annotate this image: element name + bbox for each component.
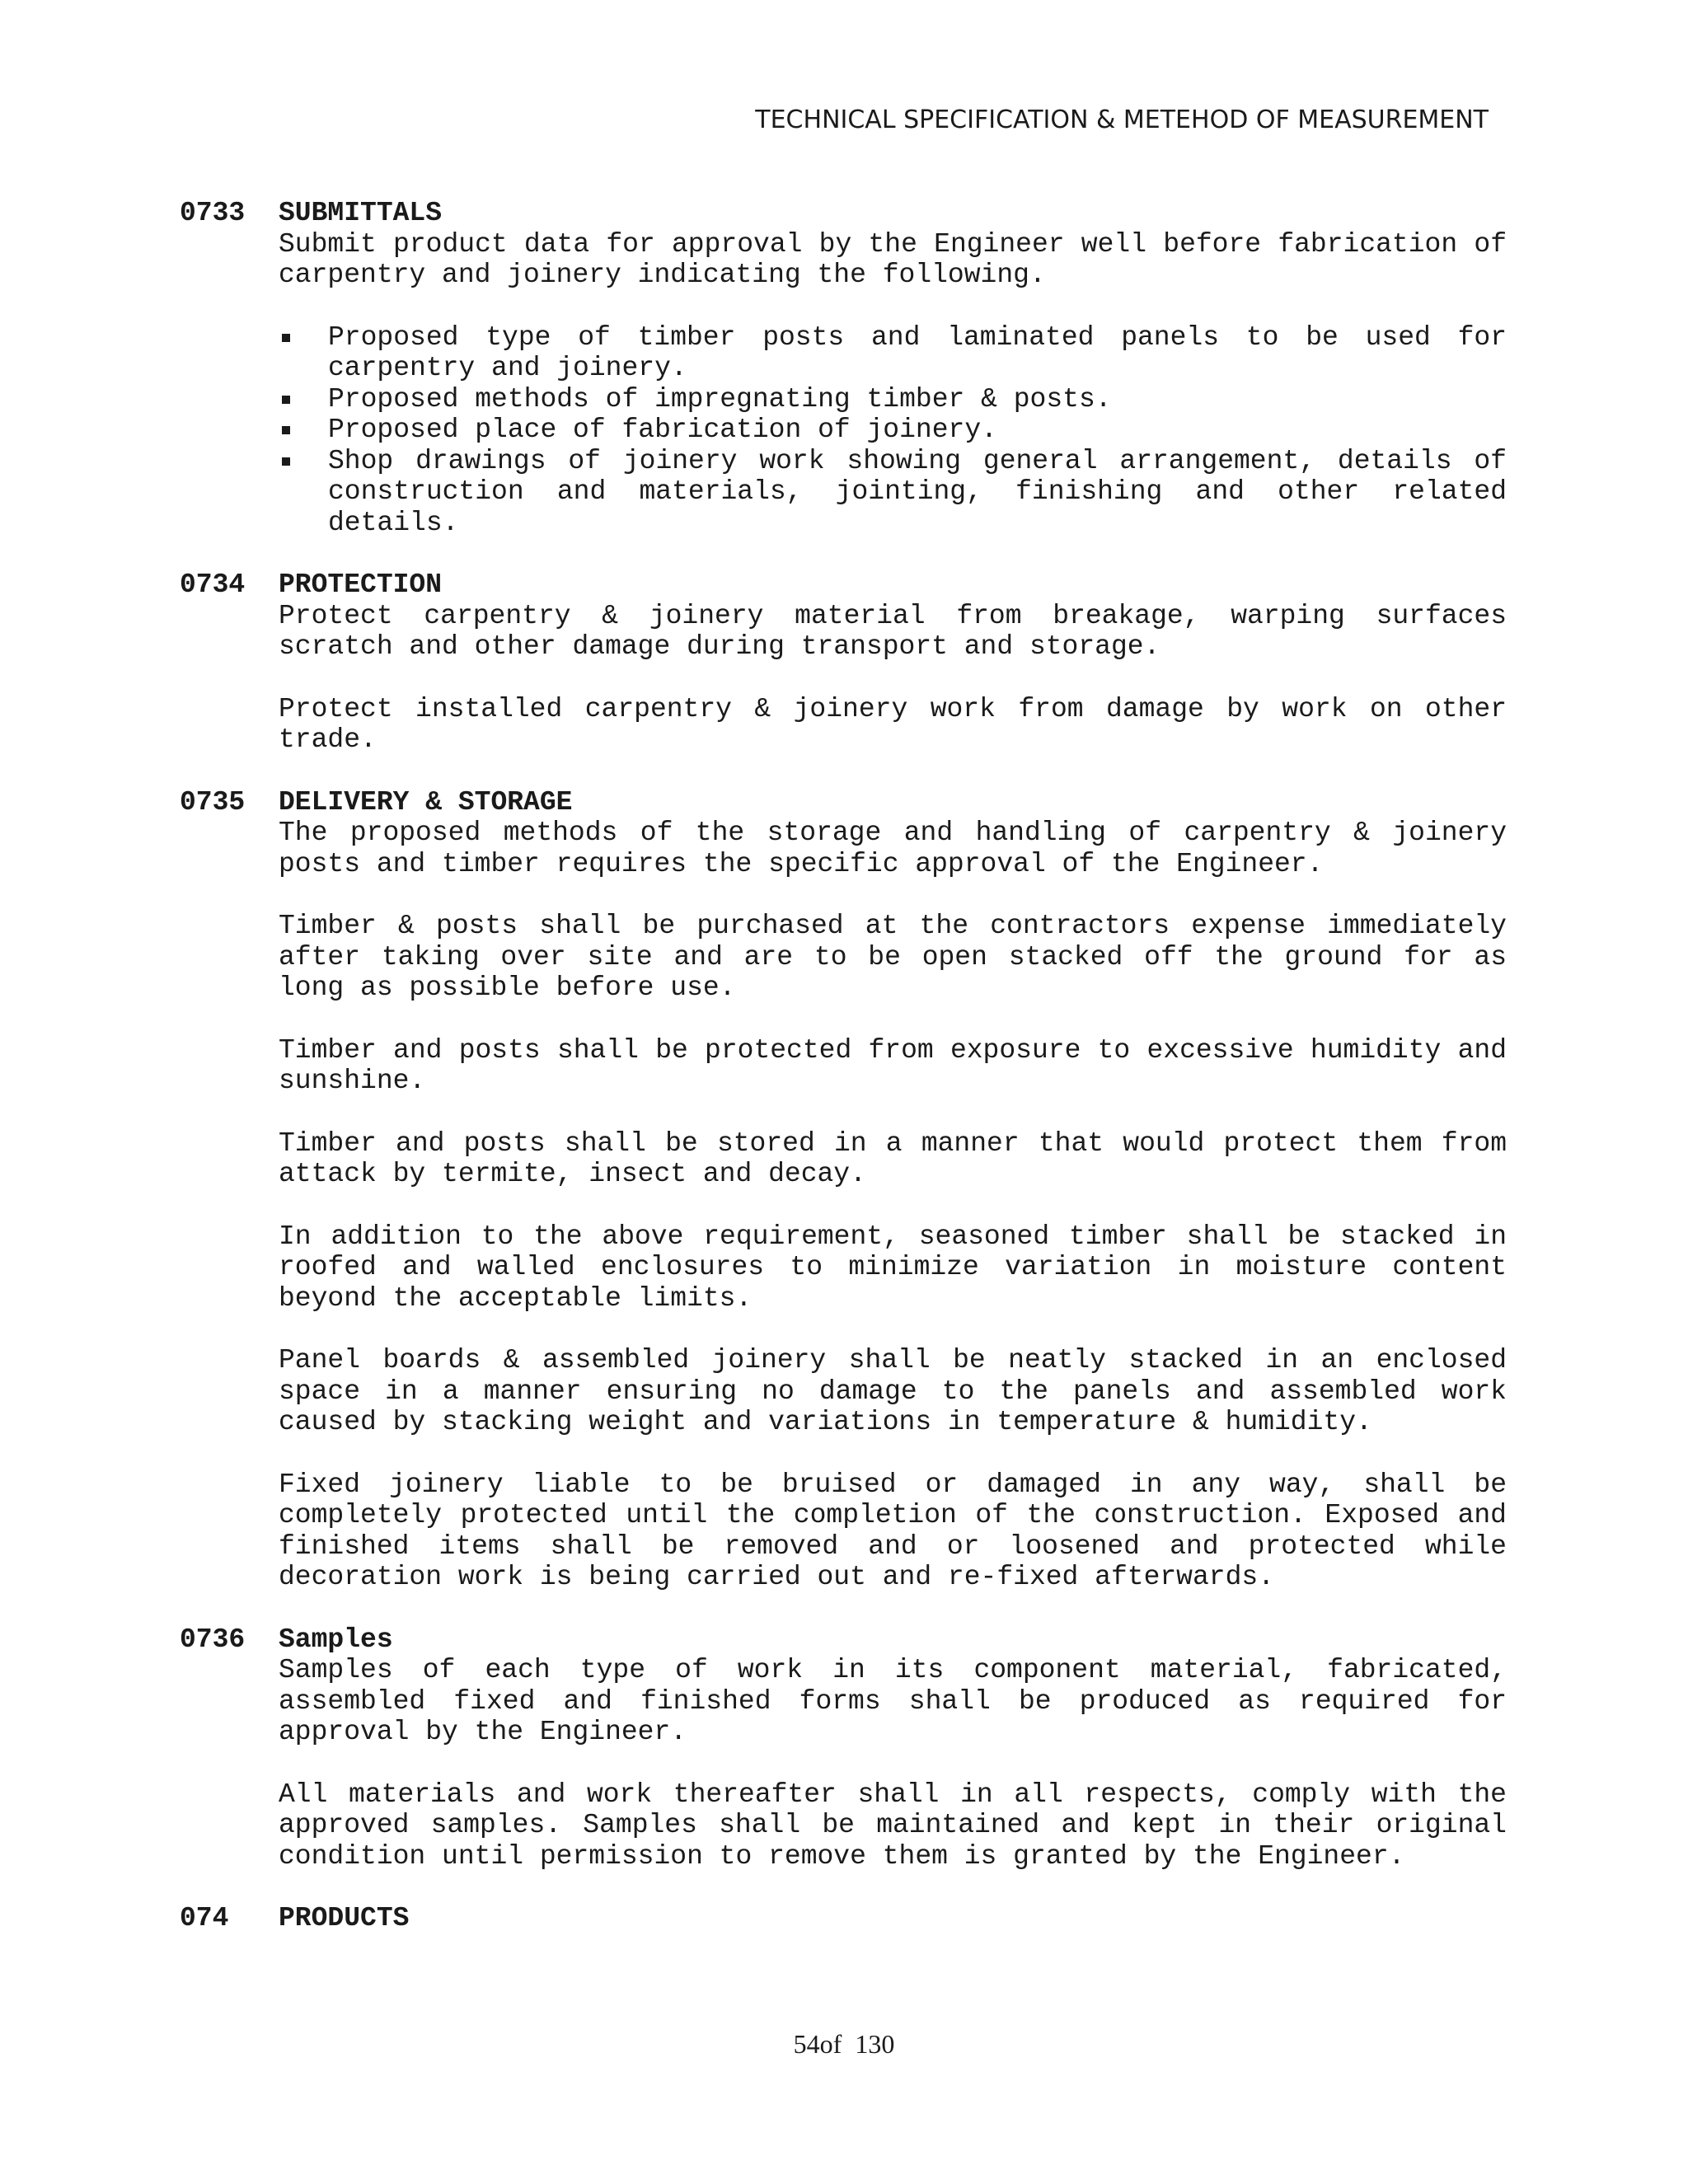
section-title: SUBMITTALS [279, 198, 443, 228]
document-content [180, 198, 1507, 1966]
section-heading [180, 787, 1507, 818]
section-heading [180, 1903, 1507, 1934]
section-body [279, 229, 1507, 539]
paragraph: Submit product data for approval by the Engineer well before fabrication of carpentry and joinery indicating the following. [279, 228, 1507, 290]
paragraph: All materials and work thereafter shall in all respects, comply with the approved samples. Samples shall be maintained and kept in their original condition until permission to remove them is granted by the Engineer. [279, 1779, 1507, 1872]
section-0735 [180, 787, 1507, 1593]
section-074 [180, 1903, 1507, 1934]
section-number: 0734 [180, 569, 246, 600]
bullet-text: Proposed place of fabrication of joinery. [328, 415, 997, 445]
square-bullet-icon [282, 396, 290, 404]
section-0733 [180, 198, 1507, 538]
section-number: 0736 [180, 1624, 246, 1655]
section-title: PRODUCTS [279, 1903, 410, 1933]
bullet-text: Proposed methods of impregnating timber & posts. [328, 383, 1112, 415]
paragraph: Timber & posts shall be purchased at the contractors expense immediately after taking over site and are to be open stacked off the ground for as long as possible before use. [279, 911, 1507, 1003]
square-bullet-icon [282, 426, 290, 434]
section-title: Samples [279, 1624, 393, 1655]
section-0736 [180, 1624, 1507, 1872]
section-body [279, 1655, 1507, 1872]
paragraph: Protect carpentry & joinery material from breakage, warping surfaces scratch and other damage during transport and storage. [279, 600, 1507, 662]
bullet-list [279, 322, 1507, 539]
bullet-item [279, 384, 1507, 415]
paragraph: Timber and posts shall be protected from exposure to excessive humidity and sunshine. [279, 1034, 1507, 1096]
bullet-item [279, 415, 1507, 446]
section-body [279, 818, 1507, 1593]
section-body [279, 601, 1507, 756]
bullet-text: Proposed type of timber posts and laminated panels to be used for carpentry and joinery. [328, 321, 1507, 383]
page-footer [0, 2029, 1688, 2060]
section-number: 074 [180, 1903, 229, 1933]
square-bullet-icon [282, 334, 290, 342]
paragraph: Timber and posts shall be stored in a manner that would protect them from attack by termite, insect and decay. [279, 1127, 1507, 1189]
section-title: PROTECTION [279, 569, 443, 600]
bullet-text: Shop drawings of joinery work showing general arrangement, details of construction and materials, jointing, finishing and other related details. [328, 445, 1507, 538]
section-number: 0735 [180, 786, 246, 818]
square-bullet-icon [282, 457, 290, 466]
section-heading [180, 1624, 1507, 1656]
paragraph: Samples of each type of work in its component material, fabricated, assembled fixed and finished forms shall be produced as required for approval by the Engineer. [279, 1655, 1507, 1747]
section-heading [180, 198, 1507, 229]
paragraph: Protect installed carpentry & joinery work from damage by work on other trade. [279, 693, 1507, 755]
bullet-item [279, 322, 1507, 384]
paragraph: The proposed methods of the storage and handling of carpentry & joinery posts and timber requires the specific approval of the Engineer. [279, 818, 1507, 879]
bullet-item [279, 446, 1507, 539]
paragraph: Fixed joinery liable to be bruised or damaged in any way, shall be completely protected until the completion of the construction. Exposed and finished items shall be removed and or loosened and protected while decoration work is being carried out and re-fixed afterwards. [279, 1469, 1507, 1592]
page-total: 130 [855, 2029, 895, 2059]
section-title: DELIVERY & STORAGE [279, 786, 573, 818]
section-heading [180, 569, 1507, 601]
paragraph: In addition to the above requirement, seasoned timber shall be stacked in roofed and walled enclosures to minimize variation in moisture content beyond the acceptable limits. [279, 1221, 1507, 1314]
paragraph: Panel boards & assembled joinery shall be neatly stacked in an enclosed space in a manner ensuring no damage to the panels and assembled work caused by stacking weight and variations in temperature & humidity. [279, 1345, 1507, 1437]
page-number: 54 [793, 2029, 820, 2059]
page-of-label: of [819, 2029, 842, 2059]
header-title: TECHNICAL SPECIFICATION & METEHOD OF MEASUREMENT [755, 105, 1489, 134]
section-0734 [180, 569, 1507, 756]
section-number: 0733 [180, 198, 246, 228]
